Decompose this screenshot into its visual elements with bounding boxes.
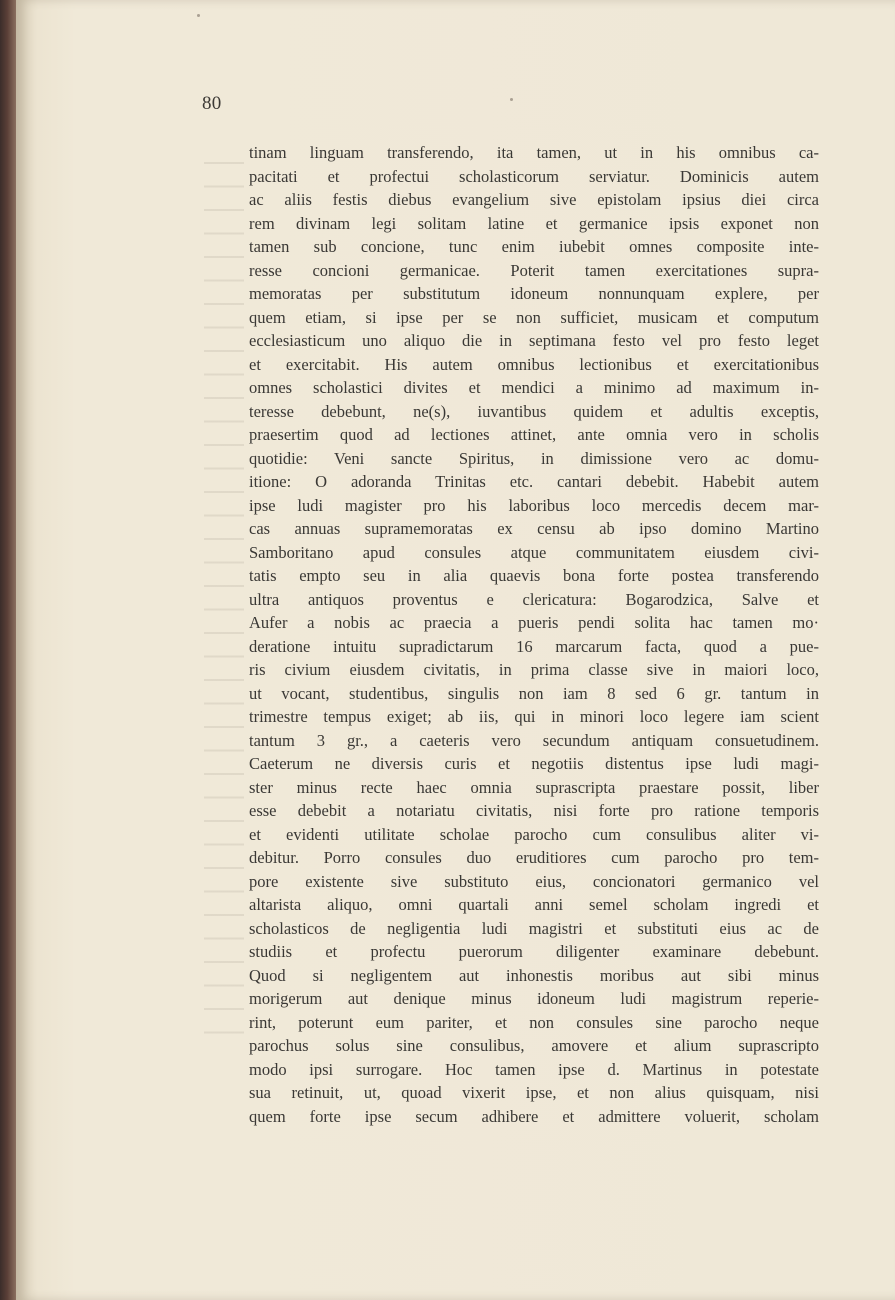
text-line: Aufer a nobis ac praecia a pueris pendi solita hac tamen mo· (249, 613, 819, 632)
page-number: 80 (202, 93, 222, 114)
text-line: pacitati et profectui scholasticorum serviatur. Dominicis autem (249, 166, 819, 186)
text-line: scholasticos de negligentia ludi magistri et substituti eius ac de (249, 918, 819, 938)
text-line: morigerum aut denique minus idoneum ludi magistrum reperie- (249, 989, 819, 1008)
text-line: resse concioni germanicae. Poterit tamen exercitationes supra- (249, 260, 819, 280)
text-line: deratione intuitu supradictarum 16 marcarum facta, quod a pue- (249, 636, 819, 656)
text-line: rint, poterunt eum pariter, et non consules sine parocho neque (249, 1012, 819, 1032)
text-line: Quod si negligentem aut inhonestis moribus aut sibi minus (249, 965, 819, 985)
paper-speck (510, 98, 513, 101)
text-line: Samboritano apud consules atque communitatem eiusdem civi- (249, 542, 819, 562)
text-line: tinam linguam transferendo, ita tamen, ut in his omnibus ca- (249, 143, 819, 162)
text-line: Caeterum ne diversis curis et negotiis distentus ipse ludi magi- (249, 754, 819, 773)
text-line: esse debebit a notariatu civitatis, nisi forte pro ratione temporis (249, 801, 819, 820)
text-line: cas annuas supramemoratas ex censu ab ipso domino Martino (249, 519, 819, 538)
text-line: et evidenti utilitate scholae parocho cum consulibus aliter vi- (249, 824, 819, 844)
text-line: memoratas per substitutum idoneum nonnunquam explere, per (249, 284, 819, 303)
text-line: sua retinuit, ut, quoad vixerit ipse, et non alius quisquam, nisi (249, 1083, 819, 1102)
text-line: ut vocant, studentibus, singulis non iam 8 sed 6 gr. tantum in (249, 683, 819, 703)
text-line: quotidie: Veni sancte Spiritus, in dimissione vero ac domu- (249, 448, 819, 468)
text-line: altarista aliquo, omni quartali anni semel scholam ingredi et (249, 895, 819, 914)
text-line: pore existente sive substituto eius, concionatori germanico vel (249, 871, 819, 891)
text-line: tantum 3 gr., a caeteris vero secundum antiquam consuetudinem. (249, 730, 819, 750)
text-line: ipse ludi magister pro his laboribus loco mercedis decem mar- (249, 495, 819, 515)
text-line: itione: O adoranda Trinitas etc. cantari debebit. Habebit autem (249, 472, 819, 491)
text-line: modo ipsi surrogare. Hoc tamen ipse d. Martinus in potestate (249, 1059, 819, 1079)
paper-speck (197, 14, 200, 17)
text-line: ac aliis festis diebus evangelium sive epistolam ipsius diei circa (249, 190, 819, 209)
text-line: ster minus recte haec omnia suprascripta praestare possit, liber (249, 777, 819, 797)
text-line: teresse debebunt, ne(s), iuvantibus quidem et adultis exceptis, (249, 401, 819, 421)
text-line: omnes scholastici divites et mendici a minimo ad maximum in- (249, 378, 819, 397)
text-line: rem divinam legi solitam latine et germanice ipsis exponet non (249, 213, 819, 233)
text-line: quem etiam, si ipse per se non sufficiet, musicam et computum (249, 307, 819, 327)
text-line: et exercitabit. His autem omnibus lectionibus et exercitationibus (249, 354, 819, 374)
body-text (249, 141, 819, 1128)
text-line: tamen sub concione, tunc enim iubebit omnes composite inte- (249, 237, 819, 256)
text-line: parochus solus sine consulibus, amovere et alium suprascripto (249, 1036, 819, 1055)
bleed-through-text (204, 150, 244, 1050)
text-line: ecclesiasticum uno aliquo die in septimana festo vel pro festo leget (249, 331, 819, 350)
text-line: quem forte ipse secum adhibere et admittere voluerit, scholam (249, 1106, 819, 1126)
text-line: ultra antiquos proventus e clericatura: Bogarodzica, Salve et (249, 589, 819, 609)
book-spine-edge (0, 0, 16, 1300)
text-line: debitur. Porro consules duo eruditiores cum parocho pro tem- (249, 848, 819, 867)
text-line: tatis empto seu in alia quaevis bona forte postea transferendo (249, 566, 819, 585)
text-line: praesertim quod ad lectiones attinet, ante omnia vero in scholis (249, 425, 819, 444)
text-line: ris civium eiusdem civitatis, in prima classe sive in maiori loco, (249, 660, 819, 679)
text-line: studiis et profectu puerorum diligenter examinare debebunt. (249, 942, 819, 961)
page-sheet (16, 0, 895, 1300)
text-line: trimestre tempus exiget; ab iis, qui in minori loco legere iam scient (249, 707, 819, 726)
